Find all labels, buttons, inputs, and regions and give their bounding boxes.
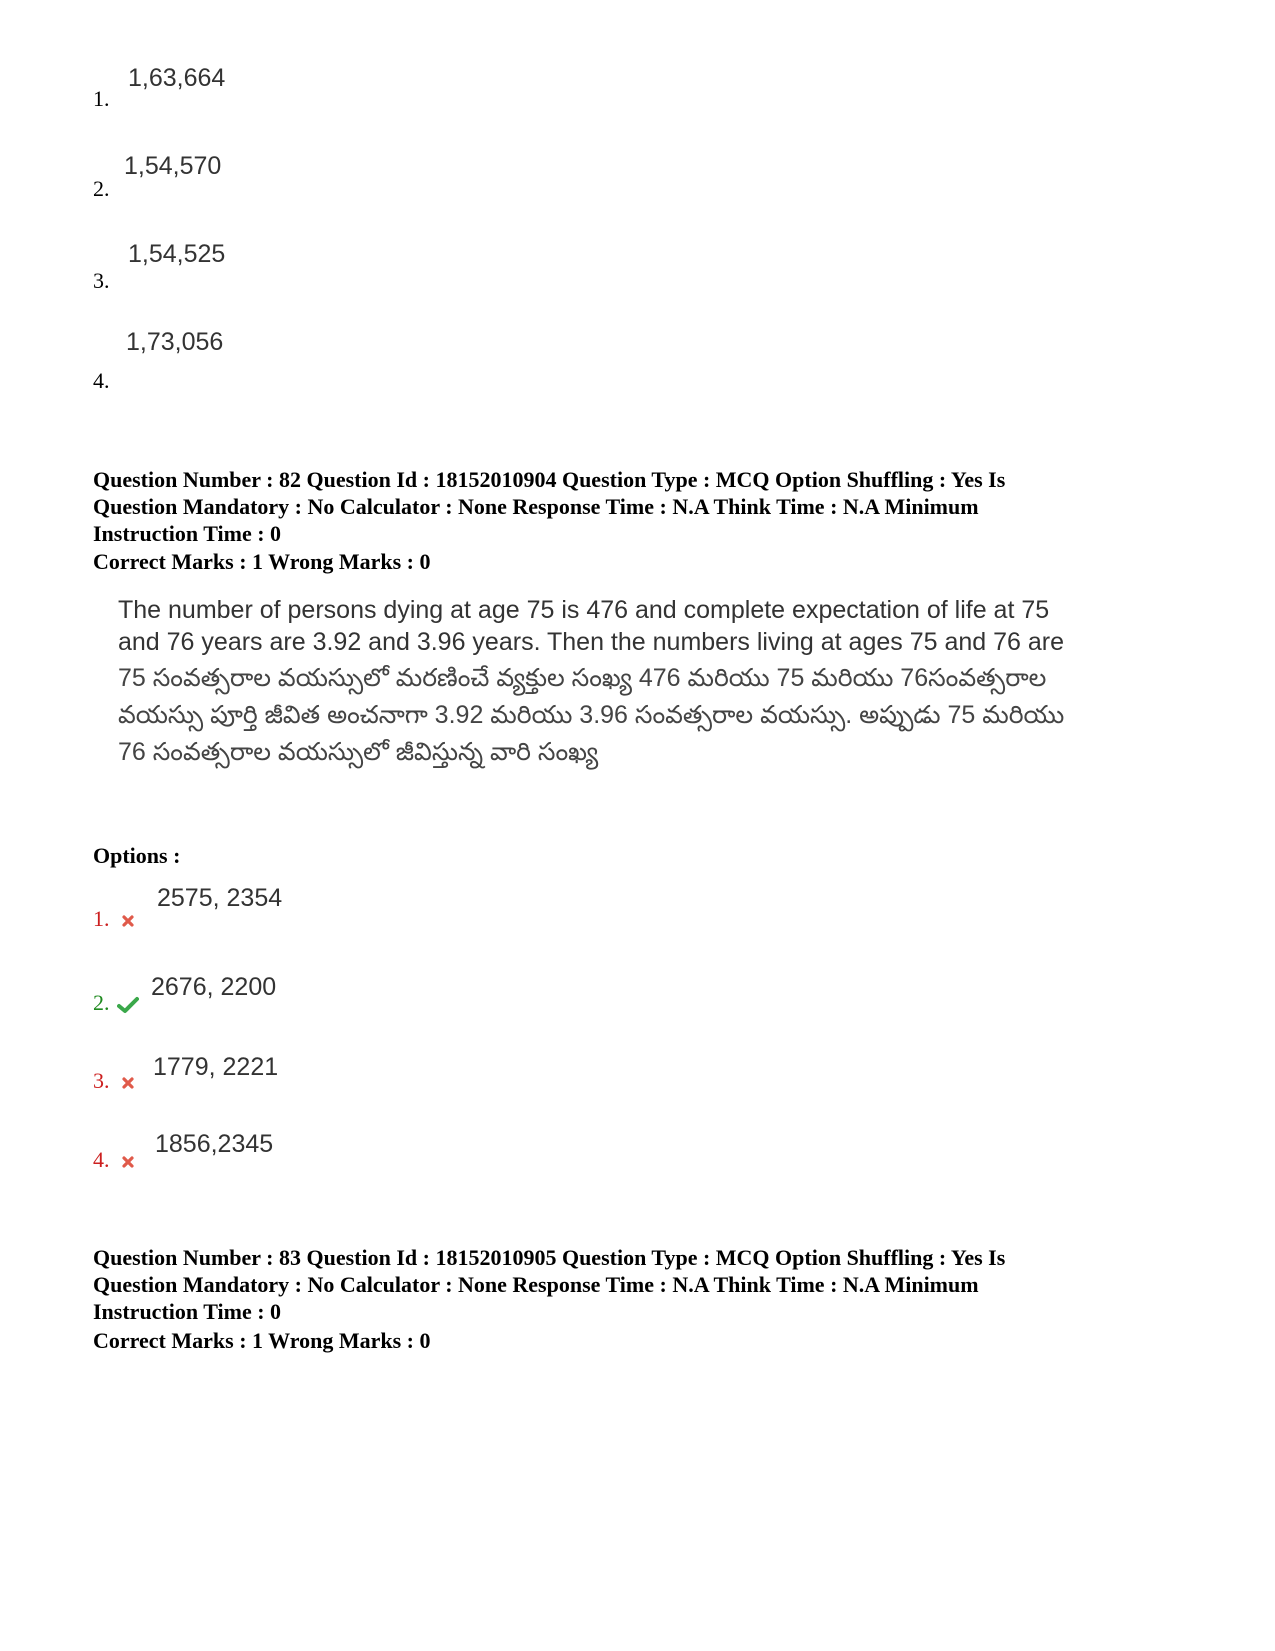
question-83-meta-line3: Instruction Time : 0 bbox=[93, 1299, 282, 1324]
prev-option-2-value: 1,54,570 bbox=[124, 152, 222, 180]
option-4-value: 1856,2345 bbox=[155, 1130, 274, 1158]
option-2-number: 2. bbox=[93, 990, 139, 1016]
cross-icon bbox=[121, 914, 135, 928]
question-82-meta-line2: Question Mandatory : No Calculator : None Response Time : N.A Think Time : N.A Minimum bbox=[93, 494, 979, 519]
question-83-meta-line1: Question Number : 83 Question Id : 18152010905 Question Type : MCQ Option Shuffling : Yes Is bbox=[93, 1245, 1006, 1270]
question-83-marks: Correct Marks : 1 Wrong Marks : 0 bbox=[93, 1328, 431, 1353]
prev-option-4-number: 4. bbox=[93, 368, 110, 393]
check-icon bbox=[117, 996, 139, 1014]
question-83-meta bbox=[93, 1244, 1203, 1325]
question-82-meta-line3: Instruction Time : 0 bbox=[93, 521, 282, 546]
prev-option-1-number: 1. bbox=[93, 86, 110, 111]
prev-option-4-value: 1,73,056 bbox=[126, 328, 224, 356]
option-3-number: 3. bbox=[93, 1068, 135, 1094]
prev-option-2-number: 2. bbox=[93, 176, 110, 201]
option-3-value: 1779, 2221 bbox=[153, 1053, 279, 1081]
cross-icon bbox=[121, 1076, 135, 1090]
option-2-value: 2676, 2200 bbox=[151, 973, 277, 1001]
question-82-text-english: The number of persons dying at age 75 is 476 and complete expectation of life at 75 and 76 years are 3.92 and 3.96 years. Then the numbers living at ages 75 and 76 are bbox=[118, 596, 1065, 656]
question-82-marks: Correct Marks : 1 Wrong Marks : 0 bbox=[93, 549, 431, 574]
option-1-number: 1. bbox=[93, 906, 135, 932]
question-82-text bbox=[118, 594, 1078, 771]
option-4-number: 4. bbox=[93, 1147, 135, 1173]
cross-icon bbox=[121, 1155, 135, 1169]
prev-option-1-value: 1,63,664 bbox=[128, 64, 226, 92]
question-82-meta bbox=[93, 466, 1203, 547]
options-label: Options : bbox=[93, 843, 181, 868]
option-1-value: 2575, 2354 bbox=[157, 884, 283, 912]
question-82-text-telugu: 75 సంవత్సరాల వయస్సులో మరణించే వ్యక్తుల సంఖ్య 476 మరియు 75 మరియు 76సంవత్సరాల వయస్సు పూర్తి జీవిత అంచనాగా 3.92 మరియు 3.96 సంవత్సరాల వయస్సు. అప్పుడు 75 మరియు 76 సంవత్సరాల వయస్సులో జీవిస్తున్న వారి సంఖ్య bbox=[118, 664, 1065, 766]
question-83-meta-line2: Question Mandatory : No Calculator : None Response Time : N.A Think Time : N.A Minimum bbox=[93, 1272, 979, 1297]
prev-option-3-number: 3. bbox=[93, 268, 110, 293]
prev-option-3-value: 1,54,525 bbox=[128, 240, 226, 268]
question-82-meta-line1: Question Number : 82 Question Id : 18152010904 Question Type : MCQ Option Shuffling : Yes Is bbox=[93, 467, 1006, 492]
